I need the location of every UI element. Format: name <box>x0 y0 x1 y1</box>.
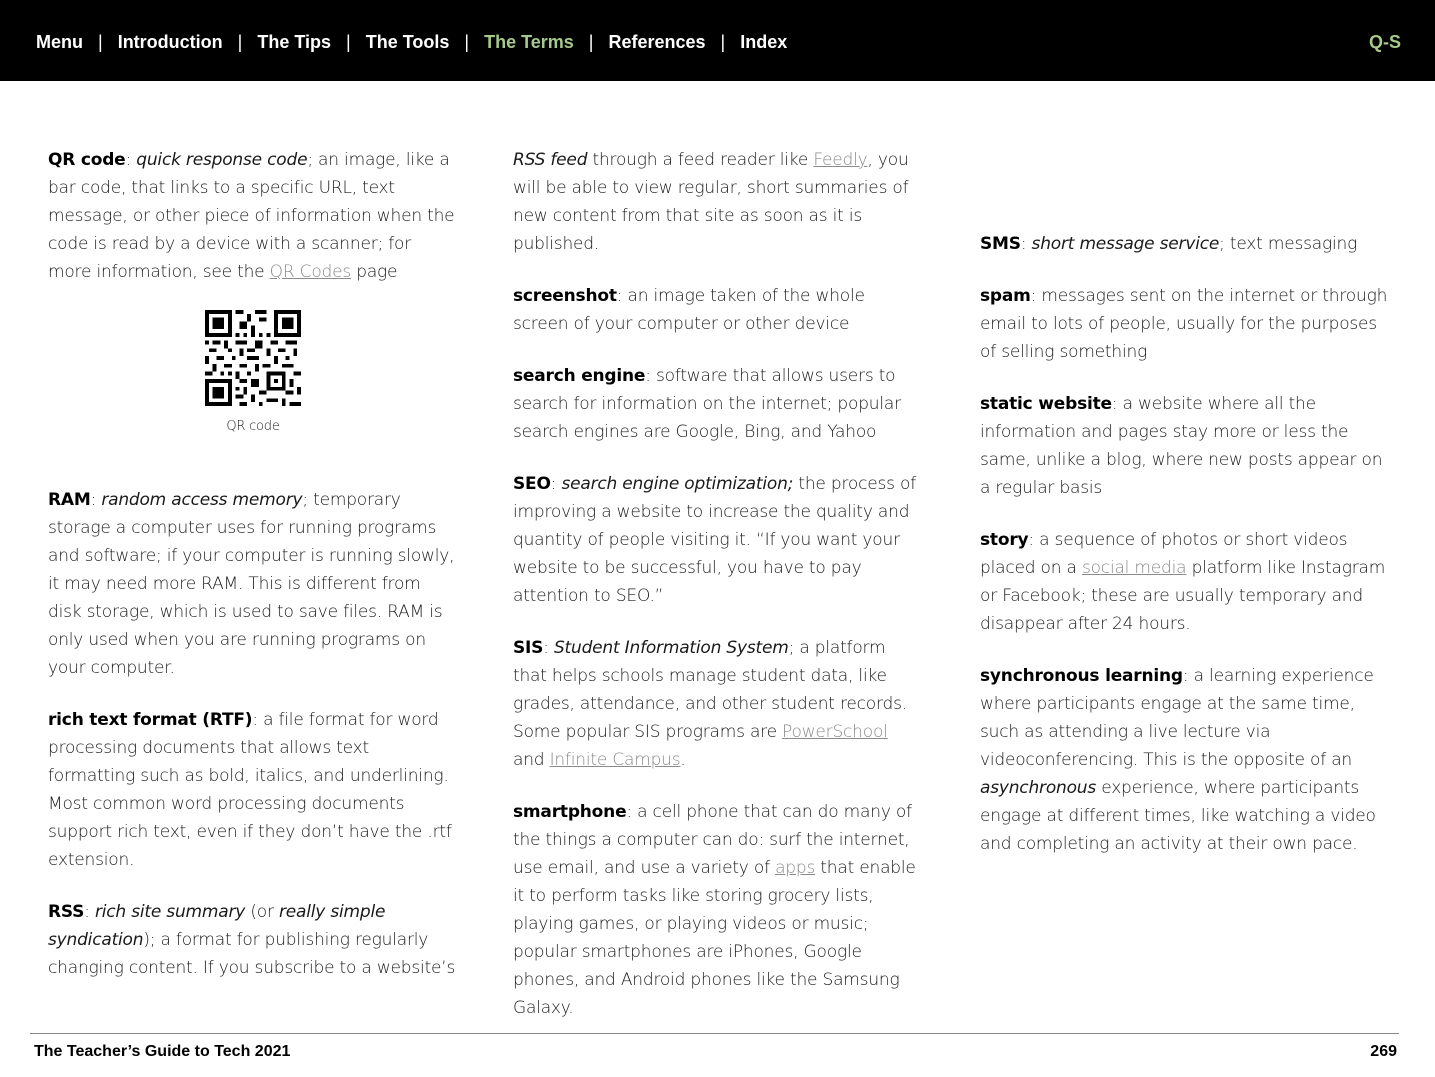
entry-screenshot <box>513 282 923 338</box>
entry-synchronous-learning <box>980 662 1390 858</box>
nav-separator: | <box>346 31 351 52</box>
nav-item-the-terms[interactable]: The Terms <box>484 31 574 52</box>
definition-text: : a cell phone that can do many of the things a computer can do: surf the internet, use email, and use a variety of <box>513 802 912 878</box>
nav-item-the-tips[interactable]: The Tips <box>257 31 332 52</box>
qr-code-image <box>205 310 301 406</box>
definition-text: : software that allows users to search for information on the internet; popular search engines are Google, Bing, and Yahoo <box>513 366 901 442</box>
section-indicator: Q-S <box>1368 32 1401 52</box>
term-expansion: rich site summary <box>94 902 246 922</box>
definition-text: and <box>513 750 550 770</box>
feedly-link[interactable]: Feedly <box>813 150 868 170</box>
definition-text: ; a platform that helps schools manage student data, like grades, attendance, and other student records. Some popular SIS programs are <box>513 638 907 742</box>
entry-sis: SIS: Student Information System; a platform that helps schools manage student data, like grades, attendance, and other student records. Some popular SIS programs are PowerSchool and Infinite Campus. <box>513 638 907 770</box>
nav-item-references[interactable]: References <box>608 31 706 52</box>
definition-text: ; temporary storage a computer uses for running programs and software; if your computer is running slowly, it may need more RAM. This is different from disk storage, which is used to save files. RAM is only used when you are running programs on your computer. <box>48 490 455 678</box>
nav-separator: | <box>237 31 243 52</box>
definition-text: : an image taken of the whole screen of your computer or other device <box>513 286 865 334</box>
entry-smartphone <box>513 798 923 1022</box>
footer-book-title: The Teacher’s Guide to Tech 2021 <box>34 1043 291 1060</box>
term-heading: smartphone <box>513 802 627 822</box>
entry-story <box>980 526 1390 638</box>
nav-item-index[interactable]: Index <box>740 31 788 52</box>
definition-text: : a learning experience where participants engage at the same time, such as attending a live lecture via videoconferencing. This is the opposite of an <box>980 666 1374 770</box>
definition-text: : a website where all the information and pages stay more or less the same, unlike a blog, where new posts appear on a regular basis <box>980 394 1383 498</box>
term-heading: screenshot <box>513 286 617 306</box>
term-heading: story <box>980 530 1029 550</box>
term-expansion: search engine optimization; <box>561 474 794 494</box>
glossary-column-1 <box>48 146 458 1006</box>
definition-text: : messages sent on the internet or through email to lots of people, usually for the purposes of selling something <box>980 286 1388 362</box>
figure-caption: QR code <box>226 419 280 434</box>
definition-text: page <box>351 262 398 282</box>
definition-text: ; text messaging <box>1219 234 1358 254</box>
term-heading: synchronous learning <box>980 666 1183 686</box>
definition-text: through a feed reader like <box>587 150 814 170</box>
definition-text: ; an image, like a bar code, that links to a specific URL, text message, or other piece of information when the code is read by a device with a scanner; for more information, see the <box>48 150 455 282</box>
definition-text: , you will be able to view regular, short summaries of new content from that site as soon as it is published. <box>513 150 909 254</box>
definition-text: experience, where participants engage at different times, like watching a video and completing an activity at their own pace. <box>980 778 1376 854</box>
nav-item-introduction[interactable]: Introduction <box>117 31 223 52</box>
term-emphasis: asynchronous <box>980 778 1097 798</box>
nav-separator: | <box>98 31 103 52</box>
term-expansion: short message service <box>1031 234 1220 254</box>
glossary-column-2 <box>513 146 923 1046</box>
definition-text: platform like Instagram or Facebook; these are usually temporary and disappear after 24 hours. <box>980 558 1386 634</box>
nav-separator: | <box>720 31 726 52</box>
term-heading: search engine <box>513 366 646 386</box>
term-heading: SMS <box>980 234 1021 254</box>
nav-separator: | <box>464 31 470 52</box>
term-heading: RAM <box>48 490 91 510</box>
term-heading: RSS <box>48 902 85 922</box>
nav-separator: | <box>588 31 594 52</box>
footer-divider <box>30 1033 1399 1034</box>
term-expansion: random access memory <box>101 490 303 510</box>
nav-item-the-tools[interactable]: The Tools <box>365 31 450 52</box>
page-number: 269 <box>1370 1043 1397 1060</box>
entry-static-website <box>980 390 1390 502</box>
powerschool-link[interactable]: PowerSchool <box>782 722 888 742</box>
entry-rich-text-format <box>48 706 458 874</box>
definition-text: that enable it to perform tasks like storing grocery lists, playing games, or playing videos or music; popular smartphones are iPhones, Google phones, and Android phones like the Samsung Galaxy. <box>513 858 916 1018</box>
definition-text: the process of improving a website to increase the quality and quantity of people visiting it. “If you want your website to be successful, you have to pay attention to SEO.” <box>513 474 917 606</box>
entry-seo: SEO: search engine optimization; the process of improving a website to increase the quality and quantity of people visiting it. “If you want your website to be successful, you have to pay attention to SEO.” <box>513 474 917 606</box>
nav-item-menu[interactable]: Menu <box>36 31 83 52</box>
term-heading: SEO <box>513 474 551 494</box>
definition-text: . <box>680 750 686 770</box>
apps-link[interactable]: apps <box>775 858 816 878</box>
entry-sms: SMS: short message service; text messaging <box>980 234 1358 254</box>
entry-rss-continued <box>513 146 923 258</box>
definition-text: (or <box>245 902 279 922</box>
entry-qr-code: QR code: quick response code; an image, like a bar code, that links to a specific URL, text message, or other piece of information when the code is read by a device with a scanner; for more information, see the QR Codes page <box>48 150 455 282</box>
term-heading: QR code <box>48 150 126 170</box>
term-expansion: Student Information System <box>553 638 789 658</box>
definition-text: : a sequence of photos or short videos placed on a <box>980 530 1348 578</box>
term-heading: spam <box>980 286 1031 306</box>
entry-search-engine <box>513 362 923 446</box>
definition-text: ); a format for publishing regularly changing content. If you subscribe to a website’s <box>48 930 456 978</box>
entry-ram: RAM: random access memory; temporary storage a computer uses for running programs and software; if your computer is running slowly, it may need more RAM. This is different from disk storage, which is used to save files. RAM is only used when you are running programs on your computer. <box>48 490 455 678</box>
entry-spam <box>980 282 1390 366</box>
qr-code-figure <box>48 310 458 480</box>
qr-codes-link[interactable]: QR Codes <box>269 262 352 282</box>
term-heading: static website <box>980 394 1112 414</box>
term-heading: rich text format (RTF) <box>48 710 253 730</box>
entry-rss: RSS: rich site summary (or really simple syndication); a format for publishing regularly changing content. If you subscribe to a website’s <box>48 902 456 978</box>
main-nav <box>36 30 787 54</box>
definition-text: : a file format for word processing documents that allows text formatting such as bold, italics, and underlining. Most common word processing documents support rich text, even if they don’t have the .rtf extension. <box>48 710 452 870</box>
term-emphasis: RSS feed <box>513 150 588 170</box>
social-media-link[interactable]: social media <box>1081 558 1187 578</box>
term-expansion: quick response code <box>136 150 308 170</box>
glossary-column-3 <box>980 146 1390 882</box>
top-navigation-bar <box>0 0 1435 81</box>
term-heading: SIS <box>513 638 544 658</box>
infinite-campus-link[interactable]: Infinite Campus <box>549 750 681 770</box>
term-expansion: really simple syndication <box>48 902 386 950</box>
